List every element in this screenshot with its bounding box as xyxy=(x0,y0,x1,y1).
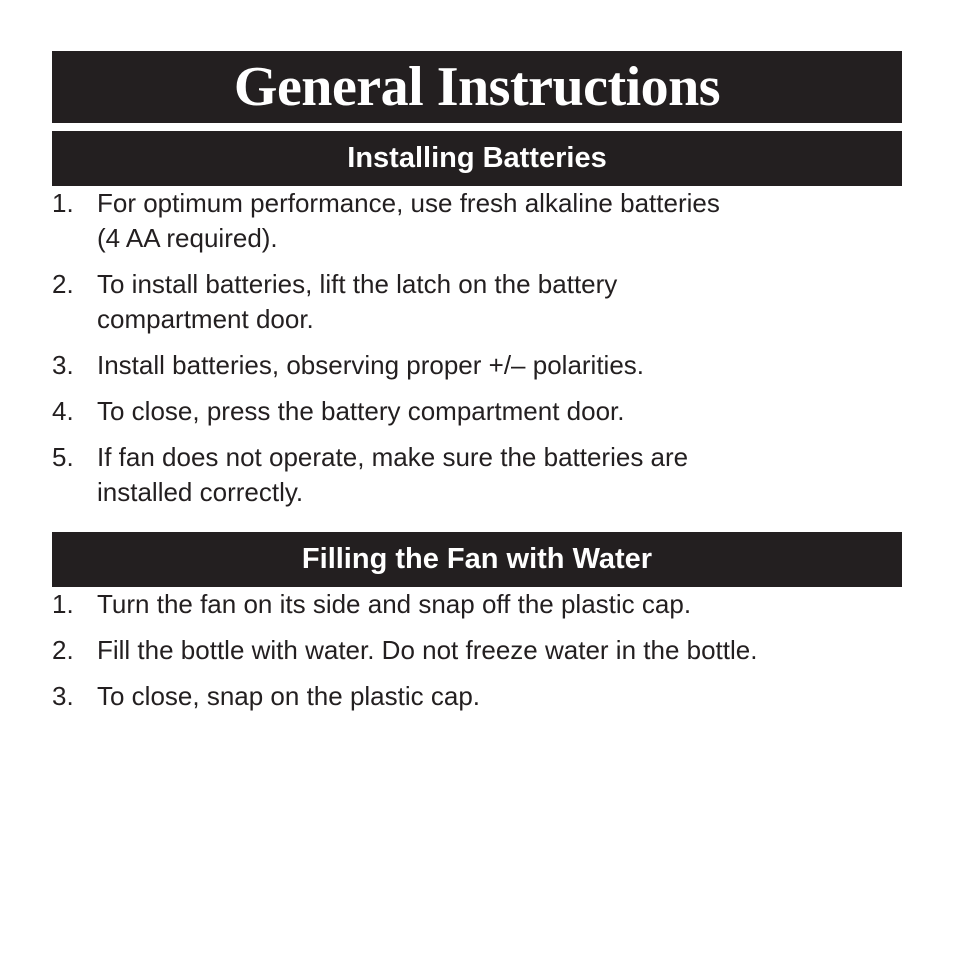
step-text xyxy=(97,267,902,337)
step-text-line: compartment door. xyxy=(97,304,314,334)
list-item xyxy=(52,633,902,668)
battery-steps-list xyxy=(52,186,902,510)
step-number: 4. xyxy=(52,396,74,426)
section-header-water xyxy=(52,532,902,587)
section-heading: Installing Batteries xyxy=(347,142,607,174)
step-text: Fill the bottle with water. Do not freeze water in the bottle. xyxy=(97,635,758,665)
list-item xyxy=(52,587,902,622)
step-number: 3. xyxy=(52,350,74,380)
step-text xyxy=(97,186,902,256)
step-number: 1. xyxy=(52,188,74,218)
list-item xyxy=(52,679,902,714)
step-number: 2. xyxy=(52,635,74,665)
step-number: 3. xyxy=(52,681,74,711)
step-text-line: If fan does not operate, make sure the batteries are xyxy=(97,442,689,472)
step-text-line: To install batteries, lift the latch on the battery xyxy=(97,269,618,299)
section-heading: Filling the Fan with Water xyxy=(301,543,653,575)
step-text xyxy=(97,440,902,510)
step-number: 1. xyxy=(52,589,74,619)
title-banner xyxy=(52,51,902,123)
list-item xyxy=(52,348,902,383)
section-header-batteries xyxy=(52,131,902,186)
step-text-line: For optimum performance, use fresh alkaline batteries xyxy=(97,188,720,218)
list-item xyxy=(52,440,902,510)
water-steps-list xyxy=(52,587,902,714)
step-text: To close, snap on the plastic cap. xyxy=(97,681,481,711)
step-text-line: installed correctly. xyxy=(97,477,304,507)
page-title: General Instructions xyxy=(233,56,721,118)
list-item xyxy=(52,394,902,429)
step-text: To close, press the battery compartment door. xyxy=(97,396,625,426)
step-text-line: (4 AA required). xyxy=(97,223,278,253)
step-text: Turn the fan on its side and snap off the plastic cap. xyxy=(97,589,692,619)
step-number: 2. xyxy=(52,269,74,299)
step-text: Install batteries, observing proper +/– polarities. xyxy=(97,350,645,380)
step-number: 5. xyxy=(52,442,74,472)
list-item xyxy=(52,267,902,337)
instructions-page xyxy=(52,51,902,714)
list-item xyxy=(52,186,902,256)
